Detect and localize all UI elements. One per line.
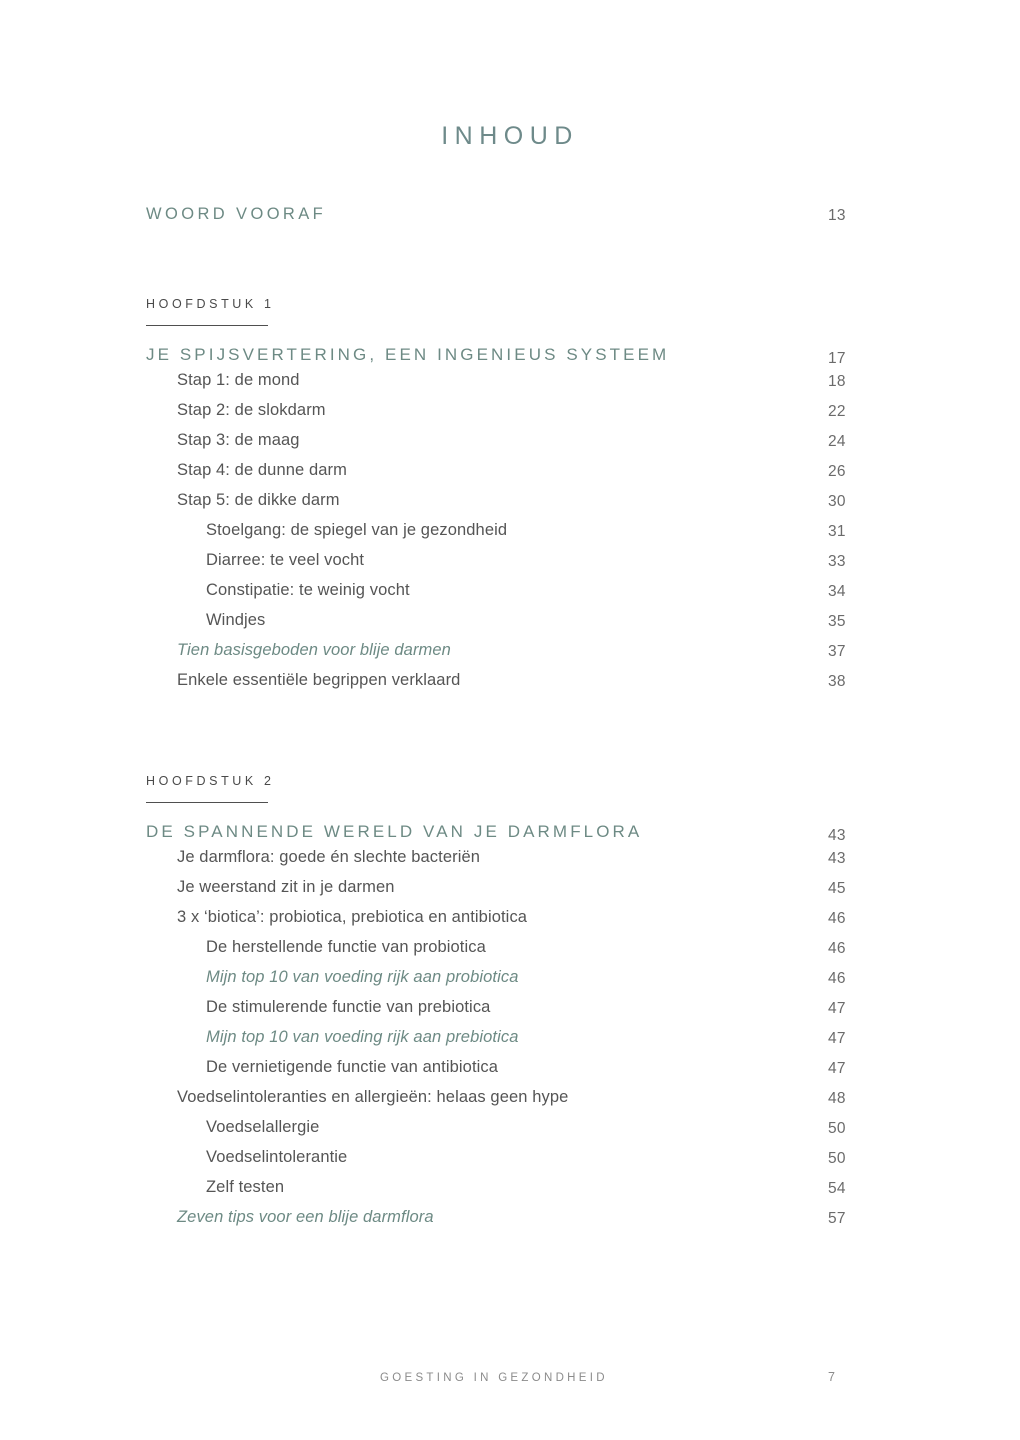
front-matter-list — [146, 205, 874, 224]
toc-entry[interactable] — [146, 491, 874, 521]
front-matter-entry[interactable] — [146, 205, 874, 224]
toc-entry-label: Stap 1: de mond — [177, 371, 300, 389]
toc-entry-label: Diarree: te veel vocht — [206, 551, 365, 569]
toc-entry-label: Je darmflora: goede én slechte bacteriën — [177, 848, 481, 866]
toc-entry[interactable] — [146, 1118, 874, 1148]
toc-entry-label: De herstellende functie van probiotica — [206, 938, 486, 956]
toc-entry-page-number: 46 — [828, 940, 846, 957]
toc-entry-page-number: 31 — [828, 523, 846, 540]
toc-entry-label: Zelf testen — [206, 1178, 285, 1196]
toc-entry-label: Stap 5: de dikke darm — [177, 491, 340, 509]
chapter-divider-rule — [146, 325, 268, 326]
toc-entry-page-number: 47 — [828, 1060, 846, 1077]
toc-entry-page-number: 26 — [828, 463, 846, 480]
toc-entry[interactable] — [146, 401, 874, 431]
toc-entry-page-number: 34 — [828, 583, 846, 600]
toc-entry-page-number: 37 — [828, 643, 846, 660]
toc-entry[interactable] — [146, 371, 874, 401]
chapter-title-entry[interactable] — [146, 345, 874, 365]
toc-entry-page-number: 57 — [828, 1210, 846, 1227]
toc-entry-label: De stimulerende functie van prebiotica — [206, 998, 491, 1016]
toc-entry-page-number: 50 — [828, 1120, 846, 1137]
toc-entry[interactable] — [146, 938, 874, 968]
toc-entry[interactable] — [146, 431, 874, 461]
toc-entry[interactable] — [146, 461, 874, 491]
toc-entry-label: Stap 2: de slokdarm — [177, 401, 326, 419]
chapter-title-page-number: 43 — [828, 827, 846, 844]
footer-book-title: GOESTING IN GEZONDHEID — [380, 1372, 608, 1384]
toc-entry[interactable] — [146, 671, 874, 701]
toc-entry-label: Stap 4: de dunne darm — [177, 461, 347, 479]
toc-entry[interactable] — [146, 1058, 874, 1088]
toc-entry[interactable] — [146, 521, 874, 551]
toc-entry-page-number: 18 — [828, 373, 846, 390]
chapter-block — [146, 774, 874, 1238]
toc-entry[interactable] — [146, 641, 874, 671]
toc-entry-page-number: 33 — [828, 553, 846, 570]
chapter-title-label: DE SPANNENDE WERELD VAN JE DARMFLORA — [146, 822, 643, 841]
toc-entry-label: Enkele essentiële begrippen verklaard — [177, 671, 461, 689]
toc-entry-page-number: 35 — [828, 613, 846, 630]
toc-entry[interactable] — [146, 1088, 874, 1118]
toc-entry-page-number: 47 — [828, 1030, 846, 1047]
toc-entry[interactable] — [146, 908, 874, 938]
toc-entry[interactable] — [146, 968, 874, 998]
toc-entry-label: Stoelgang: de spiegel van je gezondheid — [206, 521, 508, 539]
chapter-entries — [146, 371, 874, 701]
chapter-entries — [146, 848, 874, 1238]
chapter-title-entry[interactable] — [146, 822, 874, 842]
toc-entry[interactable] — [146, 1148, 874, 1178]
toc-entry-label: Windjes — [206, 611, 266, 629]
chapter-kicker: HOOFDSTUK 2 — [146, 774, 275, 788]
toc-entry-page-number: 48 — [828, 1090, 846, 1107]
page-title: INHOUD — [441, 122, 579, 150]
toc-entry-label: Stap 3: de maag — [177, 431, 300, 449]
toc-entry[interactable] — [146, 878, 874, 908]
front-matter-label: WOORD VOORAF — [146, 205, 327, 223]
toc-entry-page-number: 54 — [828, 1180, 846, 1197]
toc-entry-label: 3 x ‘biotica’: probiotica, prebiotica en antibiotica — [177, 908, 528, 926]
toc-entry-label: Voedselallergie — [206, 1118, 320, 1136]
toc-entry-label: Zeven tips voor een blije darmflora — [177, 1208, 434, 1226]
toc-entry[interactable] — [146, 1178, 874, 1208]
toc-entry-label: Constipatie: te weinig vocht — [206, 581, 410, 599]
toc-entry-page-number: 43 — [828, 850, 846, 867]
chapter-block — [146, 297, 874, 701]
toc-entry-page-number: 47 — [828, 1000, 846, 1017]
toc-entry-label: Voedselintoleranties en allergieën: helaas geen hype — [177, 1088, 569, 1106]
page-footer — [146, 1370, 874, 1384]
footer-page-number: 7 — [828, 1370, 835, 1384]
front-matter-page-number: 13 — [828, 207, 846, 224]
toc-entry[interactable] — [146, 998, 874, 1028]
toc-entry-label: Mijn top 10 van voeding rijk aan prebiotica — [206, 1028, 519, 1046]
toc-entry[interactable] — [146, 1028, 874, 1058]
chapter-title-label: JE SPIJSVERTERING, EEN INGENIEUS SYSTEEM — [146, 345, 670, 364]
toc-entry-page-number: 50 — [828, 1150, 846, 1167]
toc-entry-page-number: 22 — [828, 403, 846, 420]
toc-entry-page-number: 30 — [828, 493, 846, 510]
toc-entry-page-number: 46 — [828, 970, 846, 987]
toc-entry-label: Tien basisgeboden voor blije darmen — [177, 641, 451, 659]
toc-entry[interactable] — [146, 551, 874, 581]
chapter-list — [146, 297, 874, 1238]
toc-entry-label: Voedselintolerantie — [206, 1148, 348, 1166]
toc-entry-page-number: 45 — [828, 880, 846, 897]
toc-entry-label: Je weerstand zit in je darmen — [177, 878, 395, 896]
chapter-divider-rule — [146, 802, 268, 803]
toc-entry-page-number: 38 — [828, 673, 846, 690]
toc-entry[interactable] — [146, 611, 874, 641]
toc-content — [146, 205, 874, 1238]
toc-entry[interactable] — [146, 1208, 874, 1238]
chapter-kicker: HOOFDSTUK 1 — [146, 297, 275, 311]
toc-entry-label: De vernietigende functie van antibiotica — [206, 1058, 499, 1076]
chapter-title-page-number: 17 — [828, 350, 846, 367]
toc-entry[interactable] — [146, 581, 874, 611]
toc-entry-label: Mijn top 10 van voeding rijk aan probiotica — [206, 968, 519, 986]
toc-entry-page-number: 46 — [828, 910, 846, 927]
toc-entry-page-number: 24 — [828, 433, 846, 450]
toc-entry[interactable] — [146, 848, 874, 878]
